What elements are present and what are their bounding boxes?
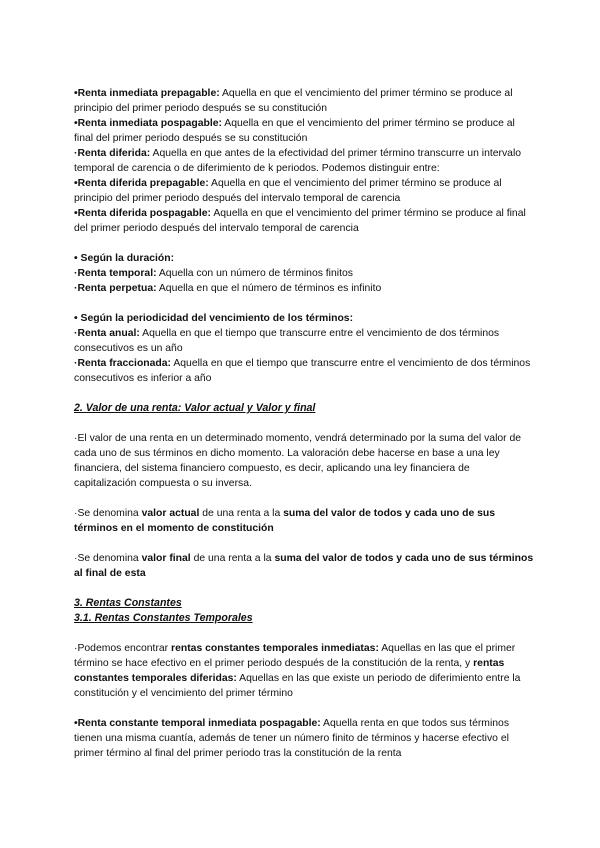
definition-text: Aquella en que el tiempo que transcurre entre el vencimiento de dos términos consecutivos es un año	[74, 328, 500, 354]
term-label: ·Renta perpetua:	[74, 283, 157, 294]
section-title-duracion: • Según la duración:	[74, 253, 175, 264]
term-label: •Renta inmediata prepagable:	[74, 88, 220, 99]
paragraph-renta-diferida-pospagable	[74, 206, 534, 236]
definition-text: Aquella con un número de términos finitos	[156, 268, 353, 279]
term-label: ·Renta anual:	[74, 328, 140, 339]
paragraph-renta-inmediata-prepagable	[74, 86, 534, 116]
document-page	[74, 86, 534, 761]
definition-text: Aquella en que el vencimiento del primer término se produce al principio del primer periodo después se su constitución	[74, 88, 513, 114]
term-label: ·Renta diferida:	[74, 148, 151, 159]
term-label: ·Renta fraccionada:	[74, 358, 172, 369]
definition-text: Aquella en que el número de términos es infinito	[156, 283, 382, 294]
term-label: •Renta diferida pospagable:	[74, 208, 212, 219]
paragraph-renta-inmediata-pospagable	[74, 116, 534, 146]
section-heading-rentas-constantes: 3. Rentas Constantes	[74, 597, 182, 609]
paragraph-renta-diferida	[74, 146, 534, 176]
paragraph-renta-diferida-prepagable	[74, 176, 534, 206]
paragraph-renta-constante-temporal-inmediata-pospagable	[74, 716, 534, 761]
subsection-heading-rentas-constantes-temporales: 3.1. Rentas Constantes Temporales	[74, 612, 253, 624]
definition-text: Aquella en que el vencimiento del primer término se produce al final del primer periodo después del intervalo temporal de carencia	[74, 208, 526, 234]
term-label: •Renta diferida prepagable:	[74, 178, 209, 189]
paragraph-renta-temporal	[74, 266, 534, 281]
term-label: ·Renta temporal:	[74, 268, 157, 279]
paragraph-renta-anual	[74, 326, 534, 356]
definition-text: Aquella en que antes de la efectividad del primer término transcurre un intervalo temporal de carencia o de diferimiento de k periodos. Podemos distinguir entre:	[74, 148, 522, 174]
term-label: •Renta inmediata pospagable:	[74, 118, 222, 129]
definition-text: Aquella en que el vencimiento del primer término se produce al principio del primer periodo después del intervalo temporal de carencia	[74, 178, 502, 204]
paragraph-valor-actual: ·Se denomina valor actual de una renta a la suma del valor de todos y cada uno de sus términos en el momento de constitución	[74, 508, 496, 534]
paragraph-rentas-constantes-temporales: ·Podemos encontrar rentas constantes temporales inmediatas: Aquellas en las que el primer término se hace efectivo en el primer periodo después de la constitución de la renta, y rentas constantes temporales diferidas: Aquellas en las que existe un periodo de diferimiento entre la constitución y el vencimiento del primer término	[74, 643, 521, 699]
paragraph-valor-final: ·Se denomina valor final de una renta a la suma del valor de todos y cada uno de sus términos al final de esta	[74, 553, 534, 579]
term-label: •Renta constante temporal inmediata pospagable:	[74, 718, 321, 729]
definition-text: Aquella en que el vencimiento del primer término se produce al final del primer periodo después se su constitución	[74, 118, 515, 144]
definition-text: Aquella en que el tiempo que transcurre entre el vencimiento de dos términos consecutivos es inferior a año	[74, 358, 531, 384]
paragraph-renta-perpetua	[74, 281, 534, 296]
section-title-periodicidad: • Según la periodicidad del vencimiento de los términos:	[74, 313, 354, 324]
section-heading-valor-renta: 2. Valor de una renta: Valor actual y Valor y final	[74, 402, 316, 414]
paragraph-valor-renta: ·El valor de una renta en un determinado momento, vendrá determinado por la suma del valor de cada uno de sus términos en dicho momento. La valoración debe hacerse en base a una ley financiera, del sistema financiero compuesto, es decir, aplicando una ley financiera de capitalización compuesta o su inversa.	[74, 433, 522, 489]
definition-text: Aquella renta en que todos sus términos tienen una misma cuantía, además de tener un número finito de términos y hacerse efectivo el primer término al final del primer periodo tras la constitución de la renta	[74, 718, 510, 759]
paragraph-renta-fraccionada	[74, 356, 534, 386]
